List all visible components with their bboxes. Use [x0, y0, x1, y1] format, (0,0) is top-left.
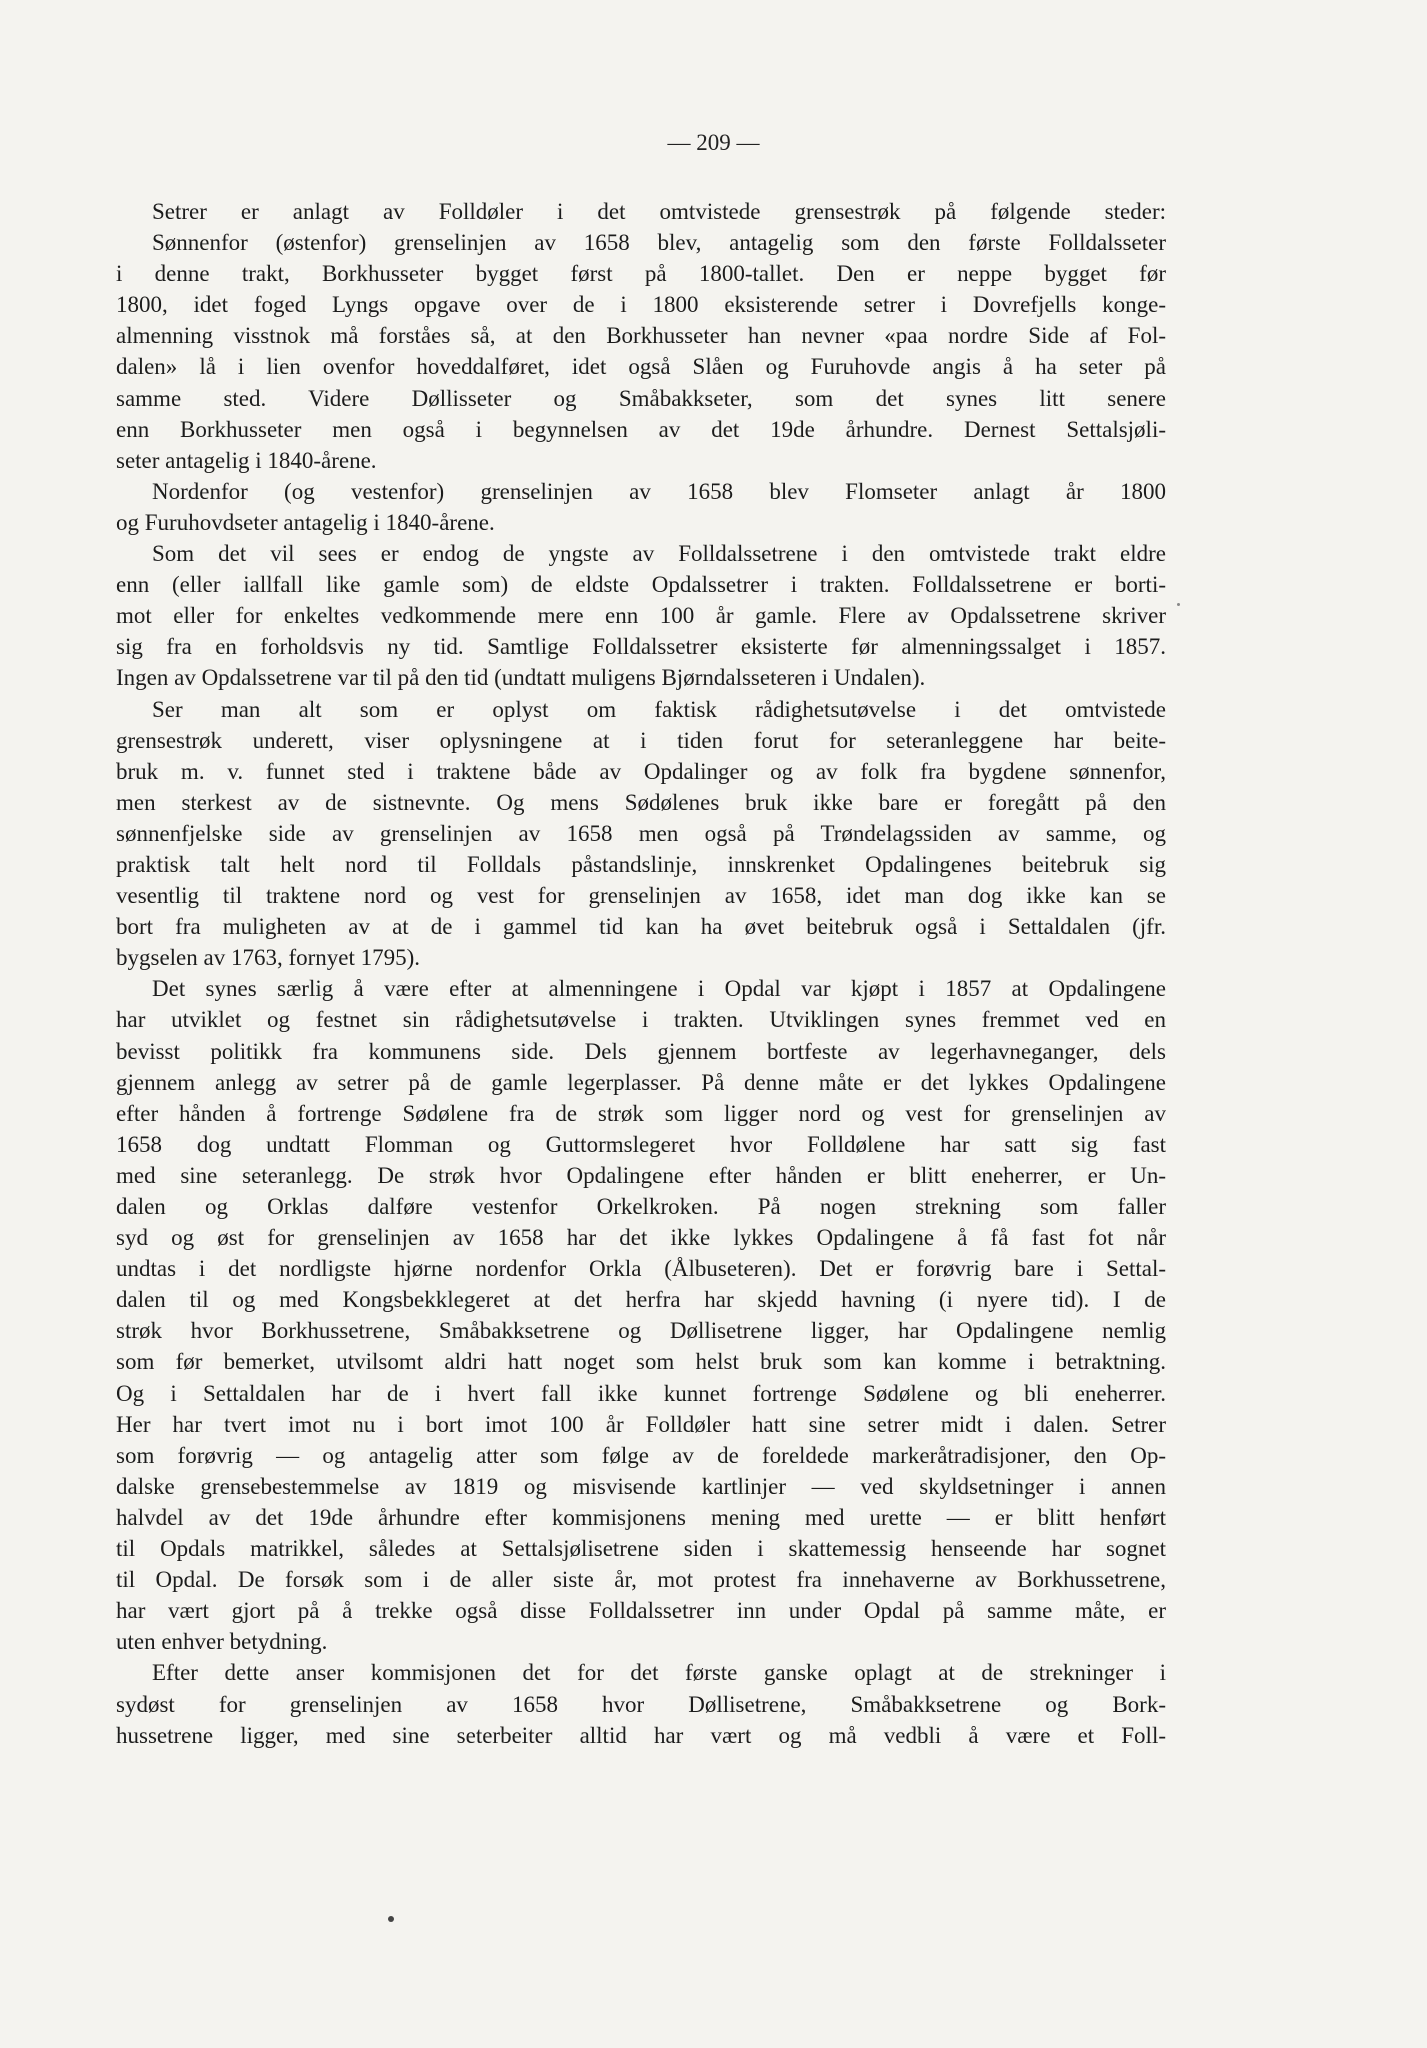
text-line: bruk m. v. funnet sted i traktene både av Opdalinger og av folk fra bygdene sønnenfor, [116, 758, 1166, 784]
text-line: bort fra muligheten av at de i gammel tid kan ha øvet beitebruk også i Settaldalen (jfr. [116, 914, 1166, 940]
margin-speck-mark [1177, 603, 1180, 606]
text-line: har vært gjort på å trekke også disse Folldalssetrer inn under Opdal på samme måte, er [116, 1598, 1166, 1624]
text-line: bygselen av 1763, fornyet 1795). [116, 945, 421, 971]
text-line: enn Borkhusseter men også i begynnelsen av det 19de århundre. Dernest Settalsjøli- [116, 416, 1166, 442]
text-line: praktisk talt helt nord til Folldals påstandslinje, innskrenket Opdalingenes beitebruk sig [116, 851, 1166, 877]
text-line: til Opdal. De forsøk som i de aller siste år, mot protest fra innehaverne av Borkhussetrene, [116, 1567, 1166, 1593]
text-line: sønnenfjelske side av grenselinjen av 1658 men også på Trøndelagssiden av samme, og [116, 820, 1166, 846]
text-line: dalen til og med Kongsbekklegeret at det herfra har skjedd havning (i nyere tid). I de [116, 1287, 1166, 1313]
text-line: som før bemerket, utvilsomt aldri hatt noget som helst bruk som kan komme i betraktning. [116, 1349, 1166, 1375]
text-line: almenning visstnok må forståes så, at den Borkhusseter han nevner «paa nordre Side af Fol- [116, 323, 1166, 349]
text-line: dalske grensebestemmelse av 1819 og misvisende kartlinjer — ved skyldsetninger i annen [116, 1473, 1166, 1499]
text-line: sydøst for grenselinjen av 1658 hvor Døllisetrene, Småbakksetrene og Bork- [116, 1691, 1166, 1717]
text-line: efter hånden å fortrenge Sødølene fra de strøk som ligger nord og vest for grenselinjen av [116, 1100, 1166, 1126]
text-line: Her har tvert imot nu i bort imot 100 år Folldøler hatt sine setrer midt i dalen. Setrer [116, 1411, 1166, 1437]
text-line: mot eller for enkeltes vedkommende mere enn 100 år gamle. Flere av Opdalssetrene skriver [116, 603, 1166, 629]
text-line: Nordenfor (og vestenfor) grenselinjen av 1658 blev Flomseter anlagt år 1800 [152, 478, 1166, 504]
text-line: Ingen av Opdalssetrene var til på den tid (undtatt muligens Bjørndalsseteren i Undalen). [116, 665, 926, 691]
text-line: til Opdals matrikkel, således at Settalsjølisetrene siden i skattemessig henseende har sognet [116, 1536, 1166, 1562]
text-line: Det synes særlig å være efter at almenningene i Opdal var kjøpt i 1857 at Opdalingene [152, 976, 1166, 1002]
text-line: Og i Settaldalen har de i hvert fall ikke kunnet fortrenge Sødølene og bli eneherrer. [116, 1380, 1166, 1406]
text-line: bevisst politikk fra kommunens side. Dels gjennem bortfeste av legerhavneganger, dels [116, 1038, 1166, 1064]
text-line: gjennem anlegg av setrer på de gamle legerplasser. På denne måte er det lykkes Opdalingene [116, 1069, 1166, 1095]
text-line: i denne trakt, Borkhusseter bygget først på 1800-tallet. Den er neppe bygget før [116, 261, 1166, 287]
text-line: syd og øst for grenselinjen av 1658 har det ikke lykkes Opdalingene å få fast fot når [116, 1225, 1166, 1251]
text-line: Ser man alt som er oplyst om faktisk rådighetsutøvelse i det omtvistede [152, 696, 1166, 722]
text-line: har utviklet og festnet sin rådighetsutøvelse i trakten. Utviklingen synes fremmet ved en [116, 1007, 1166, 1033]
text-line: og Furuhovdseter antagelig i 1840-årene. [116, 509, 495, 535]
text-line: med sine seteranlegg. De strøk hvor Opdalingene efter hånden er blitt eneherrer, er Un- [116, 1162, 1166, 1188]
text-line: sig fra en forholdsvis ny tid. Samtlige Folldalssetrer eksisterte før almenningssalget i 1857. [116, 634, 1166, 660]
text-line: strøk hvor Borkhussetrene, Småbakksetrene og Døllisetrene ligger, har Opdalingene nemlig [116, 1318, 1166, 1344]
text-line: men sterkest av de sistnevnte. Og mens Sødølenes bruk ikke bare er foregått på den [116, 789, 1166, 815]
text-line: hussetrene ligger, med sine seterbeiter alltid har vært og må vedbli å være et Foll- [116, 1722, 1166, 1748]
text-line: halvdel av det 19de århundre efter kommisjonens mening med urette — er blitt henført [116, 1504, 1166, 1530]
text-line: som forøvrig — og antagelig atter som følge av de foreldede markeråtradisjoner, den Op- [116, 1442, 1166, 1468]
text-line: Efter dette anser kommisjonen det for det første ganske oplagt at de strekninger i [152, 1660, 1166, 1686]
text-line: samme sted. Videre Døllisseter og Småbakkseter, som det synes litt senere [116, 385, 1166, 411]
text-line: Setrer er anlagt av Folldøler i det omtvistede grensestrøk på følgende steder: [152, 199, 1166, 224]
text-line: 1800, idet foged Lyngs opgave over de i 1800 eksisterende setrer i Dovrefjells konge- [116, 292, 1166, 318]
text-line: uten enhver betydning. [116, 1629, 328, 1655]
text-line: Sønnenfor (østenfor) grenselinjen av 1658 blev, antagelig som den første Folldalsseter [152, 230, 1166, 256]
page-number: — 209 — [667, 130, 760, 155]
body-text [116, 196, 1166, 1751]
text-line: undtas i det nordligste hjørne nordenfor Orkla (Ålbuseteren). Det er forøvrig bare i Settal- [116, 1256, 1166, 1282]
text-line: seter antagelig i 1840-årene. [116, 447, 377, 473]
text-line: grensestrøk underett, viser oplysningene at i tiden forut for seteranleggene har beite- [116, 727, 1166, 753]
text-line: Som det vil sees er endog de yngste av Folldalssetrene i den omtvistede trakt eldre [152, 541, 1166, 567]
text-line: dalen og Orklas dalføre vestenfor Orkelkroken. På nogen strekning som faller [116, 1194, 1166, 1219]
text-line: enn (eller iallfall like gamle som) de eldste Opdalssetrer i trakten. Folldalssetrene er borti- [116, 572, 1166, 598]
text-line: 1658 dog undtatt Flomman og Guttormslegeret hvor Folldølene har satt sig fast [116, 1131, 1166, 1157]
page-speck-mark [388, 1916, 394, 1922]
text-line: dalen» lå i lien ovenfor hoveddalføret, idet også Slåen og Furuhovde angis å ha seter på [116, 354, 1166, 380]
text-line: vesentlig til traktene nord og vest for grenselinjen av 1658, idet man dog ikke kan se [116, 883, 1166, 909]
